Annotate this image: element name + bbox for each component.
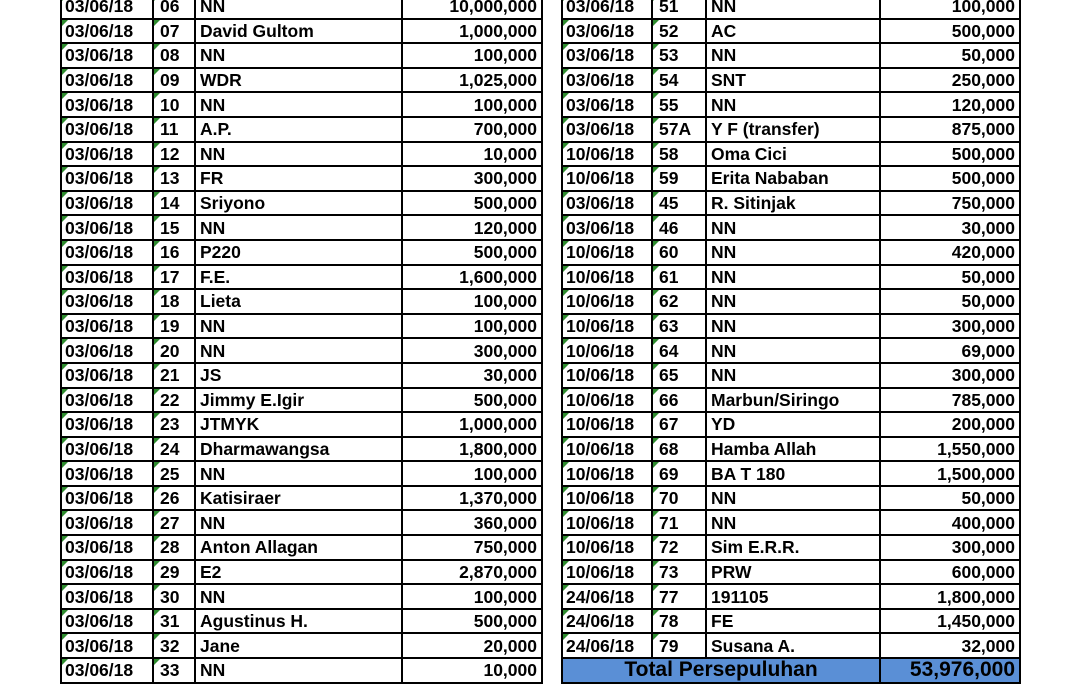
number-cell: 13 bbox=[153, 166, 195, 191]
date-cell: 03/06/18 bbox=[61, 68, 153, 93]
name-cell: NN bbox=[706, 289, 880, 314]
amount-cell: 1,550,000 bbox=[880, 437, 1020, 462]
name-cell: FR bbox=[195, 166, 402, 191]
name-cell: Agustinus H. bbox=[195, 609, 402, 634]
name-cell: PRW bbox=[706, 560, 880, 585]
amount-cell: 500,000 bbox=[402, 388, 542, 413]
amount-cell: 1,500,000 bbox=[880, 461, 1020, 486]
name-cell: Anton Allagan bbox=[195, 535, 402, 560]
amount-cell: 500,000 bbox=[880, 142, 1020, 167]
ledger-row bbox=[61, 584, 542, 609]
number-cell: 60 bbox=[652, 240, 706, 265]
number-cell: 77 bbox=[652, 584, 706, 609]
number-cell: 15 bbox=[153, 215, 195, 240]
amount-cell: 500,000 bbox=[402, 240, 542, 265]
total-row bbox=[562, 658, 1020, 683]
number-cell: 55 bbox=[652, 92, 706, 117]
ledger-row bbox=[562, 142, 1020, 167]
amount-cell: 100,000 bbox=[880, 0, 1020, 19]
number-cell: 72 bbox=[652, 535, 706, 560]
ledger-row bbox=[562, 584, 1020, 609]
date-cell: 24/06/18 bbox=[562, 609, 652, 634]
number-cell: 30 bbox=[153, 584, 195, 609]
name-cell: Oma Cici bbox=[706, 142, 880, 167]
date-cell: 03/06/18 bbox=[562, 19, 652, 44]
name-cell: AC bbox=[706, 19, 880, 44]
amount-cell: 100,000 bbox=[402, 43, 542, 68]
amount-cell: 500,000 bbox=[402, 191, 542, 216]
left-ledger-body bbox=[61, 0, 542, 683]
date-cell: 03/06/18 bbox=[61, 437, 153, 462]
name-cell: JTMYK bbox=[195, 412, 402, 437]
amount-cell: 1,800,000 bbox=[402, 437, 542, 462]
date-cell: 03/06/18 bbox=[61, 191, 153, 216]
number-cell: 78 bbox=[652, 609, 706, 634]
number-cell: 07 bbox=[153, 19, 195, 44]
name-cell: NN bbox=[195, 658, 402, 683]
amount-cell: 200,000 bbox=[880, 412, 1020, 437]
date-cell: 10/06/18 bbox=[562, 314, 652, 339]
name-cell: NN bbox=[195, 461, 402, 486]
number-cell: 73 bbox=[652, 560, 706, 585]
name-cell: JS bbox=[195, 363, 402, 388]
number-cell: 14 bbox=[153, 191, 195, 216]
date-cell: 03/06/18 bbox=[562, 191, 652, 216]
date-cell: 03/06/18 bbox=[61, 265, 153, 290]
number-cell: 31 bbox=[153, 609, 195, 634]
date-cell: 03/06/18 bbox=[61, 92, 153, 117]
ledger-row bbox=[61, 166, 542, 191]
amount-cell: 30,000 bbox=[880, 215, 1020, 240]
amount-cell: 700,000 bbox=[402, 117, 542, 142]
date-cell: 10/06/18 bbox=[562, 560, 652, 585]
name-cell: BA T 180 bbox=[706, 461, 880, 486]
ledger-row bbox=[562, 19, 1020, 44]
date-cell: 03/06/18 bbox=[61, 19, 153, 44]
amount-cell: 785,000 bbox=[880, 388, 1020, 413]
name-cell: NN bbox=[195, 314, 402, 339]
name-cell: NN bbox=[706, 338, 880, 363]
number-cell: 66 bbox=[652, 388, 706, 413]
date-cell: 03/06/18 bbox=[61, 142, 153, 167]
date-cell: 10/06/18 bbox=[562, 388, 652, 413]
number-cell: 23 bbox=[153, 412, 195, 437]
ledger-row bbox=[61, 43, 542, 68]
number-cell: 67 bbox=[652, 412, 706, 437]
amount-cell: 1,370,000 bbox=[402, 486, 542, 511]
number-cell: 25 bbox=[153, 461, 195, 486]
name-cell: SNT bbox=[706, 68, 880, 93]
ledger-row bbox=[61, 486, 542, 511]
ledger-row bbox=[61, 289, 542, 314]
amount-cell: 30,000 bbox=[402, 363, 542, 388]
ledger-row bbox=[61, 412, 542, 437]
name-cell: Marbun/Siringo bbox=[706, 388, 880, 413]
name-cell: Y F (transfer) bbox=[706, 117, 880, 142]
date-cell: 03/06/18 bbox=[61, 363, 153, 388]
number-cell: 08 bbox=[153, 43, 195, 68]
ledger-row bbox=[562, 338, 1020, 363]
number-cell: 70 bbox=[652, 486, 706, 511]
date-cell: 10/06/18 bbox=[562, 510, 652, 535]
total-value: 53,976,000 bbox=[880, 658, 1020, 683]
name-cell: NN bbox=[706, 510, 880, 535]
date-cell: 03/06/18 bbox=[61, 486, 153, 511]
name-cell: NN bbox=[706, 314, 880, 339]
date-cell: 10/06/18 bbox=[562, 412, 652, 437]
name-cell: Jane bbox=[195, 633, 402, 658]
name-cell: David Gultom bbox=[195, 19, 402, 44]
name-cell: Erita Nababan bbox=[706, 166, 880, 191]
ledger-row bbox=[562, 609, 1020, 634]
number-cell: 53 bbox=[652, 43, 706, 68]
amount-cell: 420,000 bbox=[880, 240, 1020, 265]
amount-cell: 50,000 bbox=[880, 43, 1020, 68]
number-cell: 46 bbox=[652, 215, 706, 240]
date-cell: 03/06/18 bbox=[562, 215, 652, 240]
ledger-row bbox=[61, 117, 542, 142]
number-cell: 27 bbox=[153, 510, 195, 535]
amount-cell: 500,000 bbox=[880, 19, 1020, 44]
number-cell: 20 bbox=[153, 338, 195, 363]
number-cell: 62 bbox=[652, 289, 706, 314]
name-cell: YD bbox=[706, 412, 880, 437]
number-cell: 63 bbox=[652, 314, 706, 339]
amount-cell: 50,000 bbox=[880, 486, 1020, 511]
amount-cell: 300,000 bbox=[402, 166, 542, 191]
ledger-row bbox=[562, 510, 1020, 535]
name-cell: A.P. bbox=[195, 117, 402, 142]
number-cell: 09 bbox=[153, 68, 195, 93]
number-cell: 19 bbox=[153, 314, 195, 339]
amount-cell: 1,025,000 bbox=[402, 68, 542, 93]
ledger-row bbox=[562, 92, 1020, 117]
date-cell: 03/06/18 bbox=[61, 0, 153, 19]
number-cell: 71 bbox=[652, 510, 706, 535]
date-cell: 03/06/18 bbox=[562, 92, 652, 117]
date-cell: 10/06/18 bbox=[562, 461, 652, 486]
ledger-row bbox=[562, 215, 1020, 240]
ledger-row bbox=[61, 560, 542, 585]
number-cell: 18 bbox=[153, 289, 195, 314]
left-ledger-table bbox=[60, 0, 543, 684]
number-cell: 51 bbox=[652, 0, 706, 19]
number-cell: 17 bbox=[153, 265, 195, 290]
number-cell: 59 bbox=[652, 166, 706, 191]
name-cell: NN bbox=[195, 584, 402, 609]
number-cell: 32 bbox=[153, 633, 195, 658]
number-cell: 61 bbox=[652, 265, 706, 290]
ledger-row bbox=[61, 0, 542, 19]
date-cell: 03/06/18 bbox=[61, 560, 153, 585]
name-cell: NN bbox=[195, 338, 402, 363]
name-cell: Susana A. bbox=[706, 633, 880, 658]
ledger-row bbox=[562, 166, 1020, 191]
ledger-row bbox=[562, 0, 1020, 19]
amount-cell: 100,000 bbox=[402, 92, 542, 117]
number-cell: 26 bbox=[153, 486, 195, 511]
date-cell: 10/06/18 bbox=[562, 363, 652, 388]
amount-cell: 600,000 bbox=[880, 560, 1020, 585]
ledger-row bbox=[61, 609, 542, 634]
amount-cell: 500,000 bbox=[880, 166, 1020, 191]
name-cell: 191105 bbox=[706, 584, 880, 609]
name-cell: NN bbox=[195, 215, 402, 240]
amount-cell: 300,000 bbox=[880, 314, 1020, 339]
date-cell: 03/06/18 bbox=[562, 117, 652, 142]
amount-cell: 1,600,000 bbox=[402, 265, 542, 290]
name-cell: E2 bbox=[195, 560, 402, 585]
ledger-row bbox=[61, 388, 542, 413]
name-cell: NN bbox=[195, 92, 402, 117]
ledger-row bbox=[61, 215, 542, 240]
name-cell: NN bbox=[706, 265, 880, 290]
amount-cell: 1,000,000 bbox=[402, 19, 542, 44]
amount-cell: 50,000 bbox=[880, 265, 1020, 290]
ledger-row bbox=[562, 535, 1020, 560]
amount-cell: 100,000 bbox=[402, 461, 542, 486]
ledger-row bbox=[61, 314, 542, 339]
name-cell: Katisiraer bbox=[195, 486, 402, 511]
name-cell: NN bbox=[706, 240, 880, 265]
amount-cell: 1,000,000 bbox=[402, 412, 542, 437]
amount-cell: 50,000 bbox=[880, 289, 1020, 314]
date-cell: 10/06/18 bbox=[562, 486, 652, 511]
date-cell: 03/06/18 bbox=[61, 633, 153, 658]
amount-cell: 1,800,000 bbox=[880, 584, 1020, 609]
ledger-row bbox=[61, 338, 542, 363]
number-cell: 12 bbox=[153, 142, 195, 167]
name-cell: P220 bbox=[195, 240, 402, 265]
amount-cell: 20,000 bbox=[402, 633, 542, 658]
name-cell: Sim E.R.R. bbox=[706, 535, 880, 560]
ledger-row bbox=[61, 265, 542, 290]
date-cell: 03/06/18 bbox=[562, 0, 652, 19]
name-cell: NN bbox=[706, 0, 880, 19]
date-cell: 10/06/18 bbox=[562, 437, 652, 462]
amount-cell: 500,000 bbox=[402, 609, 542, 634]
ledger-row bbox=[61, 633, 542, 658]
amount-cell: 10,000 bbox=[402, 658, 542, 683]
name-cell: NN bbox=[195, 142, 402, 167]
ledger-row bbox=[61, 240, 542, 265]
name-cell: Hamba Allah bbox=[706, 437, 880, 462]
amount-cell: 300,000 bbox=[880, 363, 1020, 388]
number-cell: 52 bbox=[652, 19, 706, 44]
date-cell: 10/06/18 bbox=[562, 240, 652, 265]
date-cell: 03/06/18 bbox=[61, 658, 153, 683]
number-cell: 16 bbox=[153, 240, 195, 265]
date-cell: 03/06/18 bbox=[61, 609, 153, 634]
ledger-row bbox=[61, 363, 542, 388]
ledger-row bbox=[562, 240, 1020, 265]
date-cell: 03/06/18 bbox=[61, 412, 153, 437]
amount-cell: 120,000 bbox=[402, 215, 542, 240]
number-cell: 65 bbox=[652, 363, 706, 388]
name-cell: Jimmy E.Igir bbox=[195, 388, 402, 413]
ledger-row bbox=[562, 68, 1020, 93]
name-cell: NN bbox=[706, 363, 880, 388]
name-cell: NN bbox=[195, 43, 402, 68]
number-cell: 57A bbox=[652, 117, 706, 142]
ledger-row bbox=[562, 314, 1020, 339]
ledger-row bbox=[562, 289, 1020, 314]
ledger-row bbox=[61, 437, 542, 462]
date-cell: 03/06/18 bbox=[61, 510, 153, 535]
ledger-row bbox=[562, 388, 1020, 413]
amount-cell: 875,000 bbox=[880, 117, 1020, 142]
name-cell: NN bbox=[706, 92, 880, 117]
date-cell: 03/06/18 bbox=[61, 215, 153, 240]
date-cell: 03/06/18 bbox=[61, 43, 153, 68]
amount-cell: 10,000 bbox=[402, 142, 542, 167]
date-cell: 24/06/18 bbox=[562, 633, 652, 658]
name-cell: NN bbox=[706, 43, 880, 68]
ledger-row bbox=[61, 68, 542, 93]
date-cell: 03/06/18 bbox=[61, 461, 153, 486]
ledger-row bbox=[61, 19, 542, 44]
date-cell: 03/06/18 bbox=[61, 584, 153, 609]
name-cell: Sriyono bbox=[195, 191, 402, 216]
name-cell: R. Sitinjak bbox=[706, 191, 880, 216]
amount-cell: 400,000 bbox=[880, 510, 1020, 535]
date-cell: 03/06/18 bbox=[61, 388, 153, 413]
amount-cell: 2,870,000 bbox=[402, 560, 542, 585]
ledger-row bbox=[562, 363, 1020, 388]
number-cell: 22 bbox=[153, 388, 195, 413]
ledger-row bbox=[562, 461, 1020, 486]
amount-cell: 750,000 bbox=[880, 191, 1020, 216]
number-cell: 06 bbox=[153, 0, 195, 19]
date-cell: 03/06/18 bbox=[61, 314, 153, 339]
ledger-row bbox=[61, 191, 542, 216]
ledger-row bbox=[61, 535, 542, 560]
number-cell: 24 bbox=[153, 437, 195, 462]
ledger-row bbox=[562, 412, 1020, 437]
amount-cell: 300,000 bbox=[402, 338, 542, 363]
number-cell: 68 bbox=[652, 437, 706, 462]
amount-cell: 120,000 bbox=[880, 92, 1020, 117]
date-cell: 10/06/18 bbox=[562, 535, 652, 560]
number-cell: 54 bbox=[652, 68, 706, 93]
ledger-row bbox=[562, 191, 1020, 216]
number-cell: 79 bbox=[652, 633, 706, 658]
date-cell: 03/06/18 bbox=[61, 289, 153, 314]
date-cell: 10/06/18 bbox=[562, 166, 652, 191]
amount-cell: 100,000 bbox=[402, 584, 542, 609]
total-label: Total Persepuluhan bbox=[562, 658, 880, 683]
number-cell: 58 bbox=[652, 142, 706, 167]
ledger-row bbox=[562, 437, 1020, 462]
number-cell: 69 bbox=[652, 461, 706, 486]
date-cell: 10/06/18 bbox=[562, 338, 652, 363]
ledger-row bbox=[562, 486, 1020, 511]
number-cell: 33 bbox=[153, 658, 195, 683]
name-cell: F.E. bbox=[195, 265, 402, 290]
date-cell: 10/06/18 bbox=[562, 265, 652, 290]
date-cell: 10/06/18 bbox=[562, 142, 652, 167]
number-cell: 28 bbox=[153, 535, 195, 560]
name-cell: FE bbox=[706, 609, 880, 634]
amount-cell: 1,450,000 bbox=[880, 609, 1020, 634]
name-cell: NN bbox=[706, 215, 880, 240]
amount-cell: 100,000 bbox=[402, 289, 542, 314]
ledger-row bbox=[61, 658, 542, 683]
ledger-row bbox=[562, 633, 1020, 658]
ledger-row bbox=[562, 117, 1020, 142]
ledger-row bbox=[562, 43, 1020, 68]
date-cell: 03/06/18 bbox=[61, 117, 153, 142]
date-cell: 03/06/18 bbox=[61, 166, 153, 191]
amount-cell: 250,000 bbox=[880, 68, 1020, 93]
amount-cell: 750,000 bbox=[402, 535, 542, 560]
number-cell: 21 bbox=[153, 363, 195, 388]
date-cell: 03/06/18 bbox=[61, 240, 153, 265]
date-cell: 10/06/18 bbox=[562, 289, 652, 314]
amount-cell: 360,000 bbox=[402, 510, 542, 535]
amount-cell: 69,000 bbox=[880, 338, 1020, 363]
number-cell: 45 bbox=[652, 191, 706, 216]
date-cell: 03/06/18 bbox=[61, 535, 153, 560]
right-ledger-table bbox=[561, 0, 1021, 684]
amount-cell: 300,000 bbox=[880, 535, 1020, 560]
amount-cell: 100,000 bbox=[402, 314, 542, 339]
name-cell: NN bbox=[195, 0, 402, 19]
name-cell: Lieta bbox=[195, 289, 402, 314]
name-cell: Dharmawangsa bbox=[195, 437, 402, 462]
ledger-row bbox=[562, 265, 1020, 290]
ledger-row bbox=[562, 560, 1020, 585]
name-cell: WDR bbox=[195, 68, 402, 93]
ledger-row bbox=[61, 510, 542, 535]
number-cell: 11 bbox=[153, 117, 195, 142]
amount-cell: 10,000,000 bbox=[402, 0, 542, 19]
ledger-row bbox=[61, 92, 542, 117]
number-cell: 29 bbox=[153, 560, 195, 585]
number-cell: 64 bbox=[652, 338, 706, 363]
date-cell: 03/06/18 bbox=[562, 68, 652, 93]
date-cell: 24/06/18 bbox=[562, 584, 652, 609]
name-cell: NN bbox=[706, 486, 880, 511]
amount-cell: 32,000 bbox=[880, 633, 1020, 658]
date-cell: 03/06/18 bbox=[61, 338, 153, 363]
name-cell: NN bbox=[195, 510, 402, 535]
ledger-row bbox=[61, 142, 542, 167]
date-cell: 03/06/18 bbox=[562, 43, 652, 68]
number-cell: 10 bbox=[153, 92, 195, 117]
ledger-row bbox=[61, 461, 542, 486]
right-ledger-body bbox=[562, 0, 1020, 658]
